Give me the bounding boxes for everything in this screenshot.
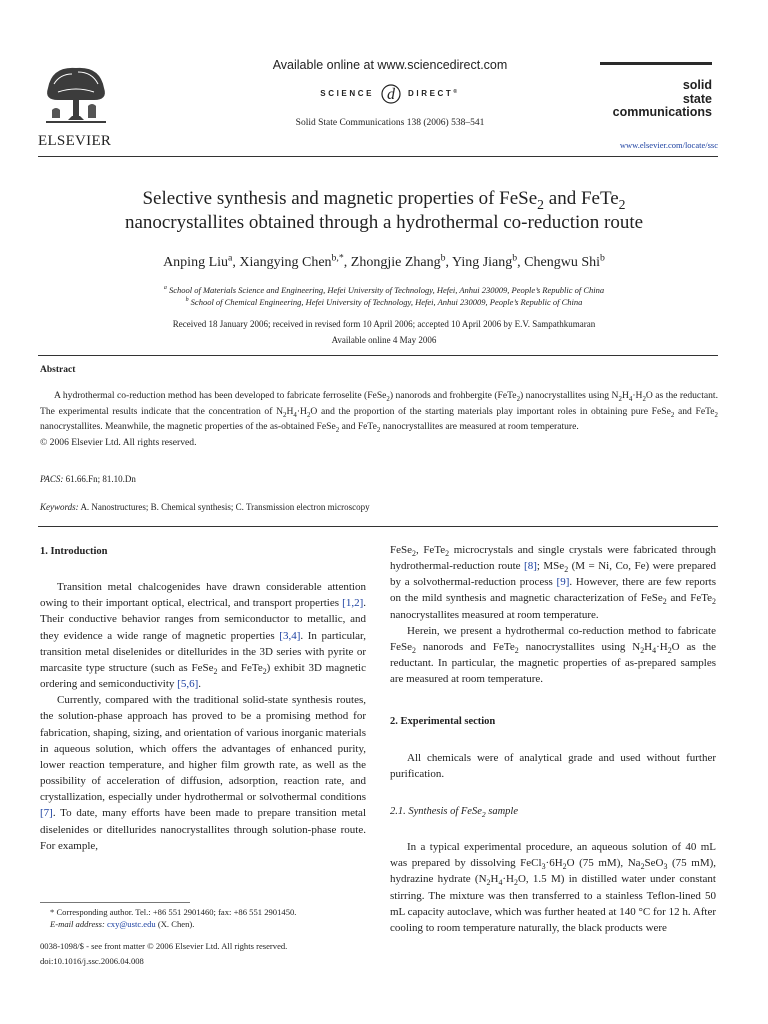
sciencedirect-logo bbox=[200, 80, 580, 106]
author-list: Anping Liu$^a$, Xiangying Chen$^{b,*}$, Zhongjie Zhang$^b$, Ying Jiang$^b$, Chengwu Shi$^b$ bbox=[163, 252, 605, 270]
elsevier-logo bbox=[38, 60, 118, 150]
reference-link[interactable]: [5,6] bbox=[177, 678, 199, 691]
author-name: Ying Jiang bbox=[451, 255, 513, 270]
front-matter: 0038-1098/$ - see front matter © 2006 Elsevier Ltd. All rights reserved. doi:10.1016/j.ssc.2006.04.008 bbox=[40, 939, 380, 969]
affiliation-b: $^b$ School of Chemical Engineering, Hefei University of Technology, Hefei, Anhui 230009, People’s Republic of China bbox=[185, 297, 583, 307]
sciencedirect-word-left: SCIENCE bbox=[320, 88, 375, 98]
available-online-date: Available online 4 May 2006 bbox=[331, 335, 437, 345]
received-dates: Received 18 January 2006; received in revised form 10 April 2006; accepted 10 April 2006 by E.V. Sampathkumaran bbox=[172, 319, 596, 329]
journal-reference: Solid State Communications 138 (2006) 538–541 bbox=[295, 118, 485, 128]
publisher-logo-text: ELSEVIER bbox=[38, 133, 112, 149]
intro-paragraph-1: Transition metal chalcogenides have drawn considerable attention owing to their important optical, electrical, and transport properties [1,2]. Their conductive behavior ranges from semiconductor to metallic, and they evidence a wide range of magnetic properties [3,4]. In particular, transition metal diselenides or ditellurides in the 3D series with pyrite or marcasite type structure (such as FeSe$_2$ and FeTe$_2$) exhibit 3D magnetic ordering and semiconductivity [5,6]. bbox=[40, 581, 366, 691]
subsection-heading-synthesis: 2.1. Synthesis of FeSe$_2$ sample bbox=[390, 805, 519, 819]
intro-paragraph-3: FeSe$_2$, FeTe$_2$ microcrystals and single crystals were fabricated through hydrothermal-reduction route [8]; MSe$_2$ (M = Ni, Co, Fe) were prepared by a solvothermal-reduction process [9]. However, there are few reports on the mild synthesis and magnetic characterization of FeSe$_2$ and FeTe$_2$ nanocrystallites measured at room temperature. bbox=[390, 544, 716, 621]
header-divider bbox=[38, 156, 718, 157]
corresponding-author-footnote: * Corresponding author. Tel.: +86 551 2901460; fax: +86 551 2901450. E-mail address: cxy@ustc.edu (X. Chen). bbox=[50, 907, 297, 929]
experimental-paragraph-2: In a typical experimental procedure, an aqueous solution of 40 mL was prepared by dissolving $FeCl_3\cdot 6H_2O$ (75 mM), $Na_2SeO_3$ (75 mM), hydrazine hydrate ($N_2H_4\cdot H_2O$, 1.5 M) in distilled water under constant stirring. The mixture was then transferred to a stainless Teflon-lined 50 mL capacity autoclave, which was further heated at 140 °C for 12 h. After cooling to room temperature naturally, the black products were bbox=[390, 841, 717, 934]
author-email-link[interactable]: cxy@ustc.edu bbox=[106, 919, 156, 929]
reference-link[interactable]: [7] bbox=[40, 807, 53, 820]
abstract-bottom-divider bbox=[38, 526, 718, 527]
intro-paragraph-4: Herein, we present a hydrothermal co-reduction method to fabricate FeSe$_2$ nanorods and FeTe$_2$ nanocrystallites using $N_2H_4\cdot H_2O$ as the reductant. In particular, the magnetic properties of as-prepared samples are measured at room temperature. bbox=[390, 624, 716, 686]
right-column bbox=[390, 542, 716, 936]
article-title: Selective synthesis and magnetic properties of FeSe$_2$ and FeTe$_2$ nanocrystallites obtained through a hydrothermal co-reduction route bbox=[124, 188, 644, 233]
abstract-top-divider bbox=[38, 355, 718, 356]
author-name: Xiangying Chen bbox=[239, 255, 332, 270]
abstract-text: A hydrothermal co-reduction method has been developed to fabricate ferroselite (FeSe$_2$) nanorods and frohbergite (FeTe$_2$) nanocrystallites using $N_2H_4\cdot H_2O$ as the reductant. The experimental results indicate that the concentration of $N_2H_4\cdot H_2O$ and the proportion of the starting materials play important roles in obtaining pure FeSe$_2$ and FeTe$_2$ nanocrystallites. Meanwhile, the magnetic properties of the as-obtained FeSe$_2$ and FeTe$_2$ nanocrystallites are measured at room temperature. © 2006 Elsevier Ltd. All rights reserved. bbox=[40, 388, 718, 450]
pacs-codes: PACS: 61.66.Fn; 81.10.Dn bbox=[40, 474, 136, 484]
sciencedirect-header bbox=[200, 58, 580, 128]
brand-bar bbox=[600, 62, 712, 65]
reference-link[interactable]: [9] bbox=[556, 576, 570, 589]
journal-url-link[interactable]: www.elsevier.com/locate/ssc bbox=[619, 140, 718, 150]
journal-brand-name: solid state communications bbox=[612, 78, 712, 119]
affiliation-a: $^a$ School of Materials Science and Engineering, Hefei University of Technology, Hefei, Anhui 230009, People’s Republic of China bbox=[163, 285, 605, 295]
available-online-link[interactable]: Available online at www.sciencedirect.com bbox=[272, 58, 508, 72]
author-name: Anping Liu bbox=[163, 255, 229, 270]
sciencedirect-d-icon bbox=[378, 80, 404, 106]
doi: doi:10.1016/j.ssc.2006.04.008 bbox=[40, 956, 144, 966]
section-heading-introduction: 1. Introduction bbox=[40, 546, 108, 557]
journal-brand bbox=[600, 62, 718, 120]
experimental-paragraph-1: All chemicals were of analytical grade and used without further purification. bbox=[390, 751, 716, 780]
section-heading-experimental: 2. Experimental section bbox=[390, 716, 496, 728]
sciencedirect-d-letter: d bbox=[387, 86, 396, 103]
abstract-heading: Abstract bbox=[40, 365, 76, 375]
abstract-copyright: © 2006 Elsevier Ltd. All rights reserved. bbox=[40, 436, 197, 448]
left-column bbox=[40, 544, 366, 854]
elsevier-tree-icon bbox=[38, 60, 114, 126]
reference-link[interactable]: [3,4] bbox=[279, 629, 301, 642]
intro-paragraph-2: Currently, compared with the traditional solid-state synthesis routes, the solution-phase approach has proved to be a promising method for fabrication, shaping, sizing, and orientation of various inorganic materials in aqueous solution, which offers the advantages of enhanced purity, lower reaction temperature, and higher film growth rate, as well as the possibility of acceleration of diffusion, adsorption, reaction rate, and crystallization, especially under hydrothermal or solvothermal conditions [7]. To date, many efforts have been made to prepare transition metal diselenides or ditellurides nanocrystallites through solution-phase route. For example, bbox=[40, 694, 366, 852]
footnote-divider bbox=[40, 902, 190, 903]
reference-link[interactable]: [1,2] bbox=[342, 597, 364, 610]
reference-link[interactable]: [8] bbox=[524, 560, 537, 573]
sciencedirect-word-right: DIRECT® bbox=[408, 88, 460, 98]
author-name: Chengwu Shi bbox=[524, 255, 601, 270]
keywords: Keywords: A. Nanostructures; B. Chemical synthesis; C. Transmission electron microscopy bbox=[40, 502, 370, 512]
author-name: Zhongjie Zhang bbox=[350, 255, 441, 270]
